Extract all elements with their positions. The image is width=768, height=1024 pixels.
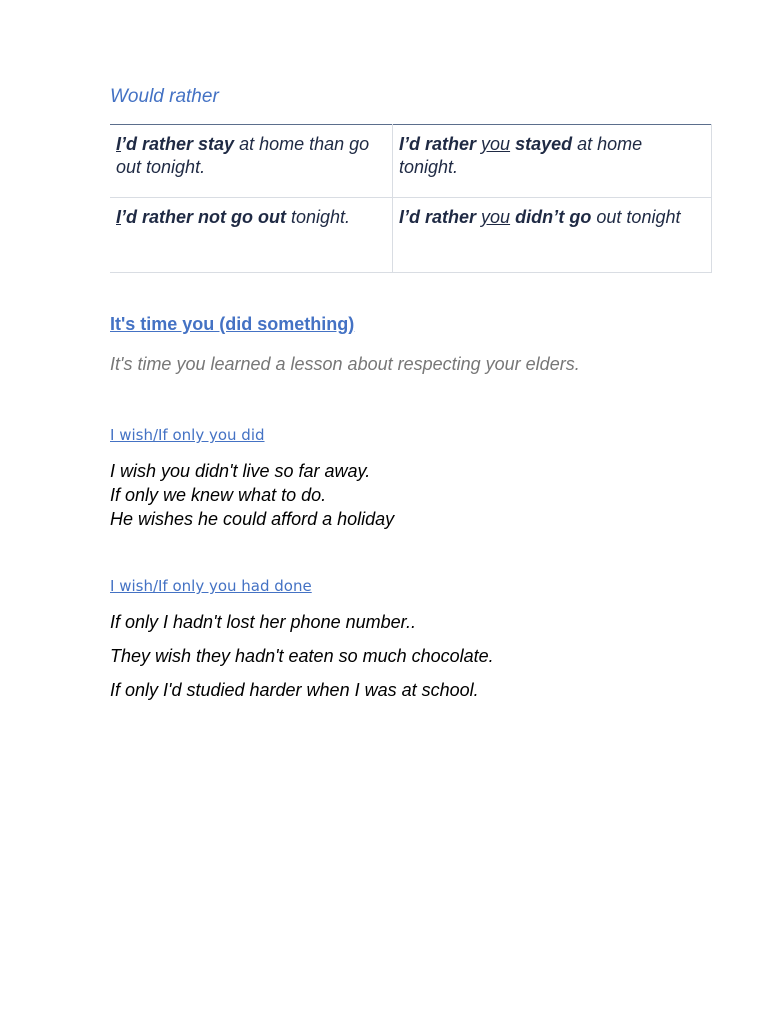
cell-text: I (116, 134, 122, 154)
cell-text: rather (425, 207, 477, 227)
cell-text: rather stay (142, 134, 235, 154)
list-item: I wish you didn't live so far away. (110, 461, 371, 481)
table-row (110, 198, 712, 273)
would-rather-table (110, 124, 712, 273)
would-rather-heading: Would rather (110, 86, 219, 107)
cell-text: rather (425, 134, 477, 154)
table-cell-r2c1 (110, 198, 393, 273)
cell-text: didn’t go (515, 207, 592, 227)
list-item: If only I'd studied harder when I was at school. (110, 680, 479, 700)
cell-text: at home tonight. (399, 134, 643, 177)
list-item: He wishes he could afford a holiday (110, 509, 395, 529)
list-item: If only I hadn't lost her phone number.. (110, 612, 416, 632)
list-item: If only we knew what to do. (110, 485, 327, 505)
cell-text: I (116, 207, 122, 227)
cell-text: at home than go out tonight. (116, 134, 370, 177)
cell-text: stayed (515, 134, 573, 154)
cell-text: I’d (399, 207, 425, 227)
wish-did-heading: I wish/If only you did (110, 426, 265, 444)
cell-text: ’d (121, 134, 143, 154)
cell-text: I’d (399, 134, 425, 154)
table-cell-r1c1 (110, 125, 393, 198)
its-time-heading: It's time you (did something) (110, 314, 355, 334)
cell-text: out tonight (591, 207, 681, 227)
table-row (110, 125, 712, 198)
cell-text: ’d (121, 207, 143, 227)
wish-had-done-examples (110, 610, 494, 712)
cell-text: rather not go out (142, 207, 286, 227)
table-cell-r2c2 (393, 198, 712, 273)
table-cell-r1c2 (393, 125, 712, 198)
wish-had-done-heading: I wish/If only you had done (110, 577, 312, 595)
wish-did-examples (110, 459, 394, 531)
list-item: They wish they hadn't eaten so much chocolate. (110, 646, 494, 666)
cell-text: tonight. (286, 207, 351, 227)
its-time-example: It's time you learned a lesson about respecting your elders. (110, 354, 580, 374)
cell-text: you (481, 134, 511, 154)
cell-text: you (481, 207, 511, 227)
